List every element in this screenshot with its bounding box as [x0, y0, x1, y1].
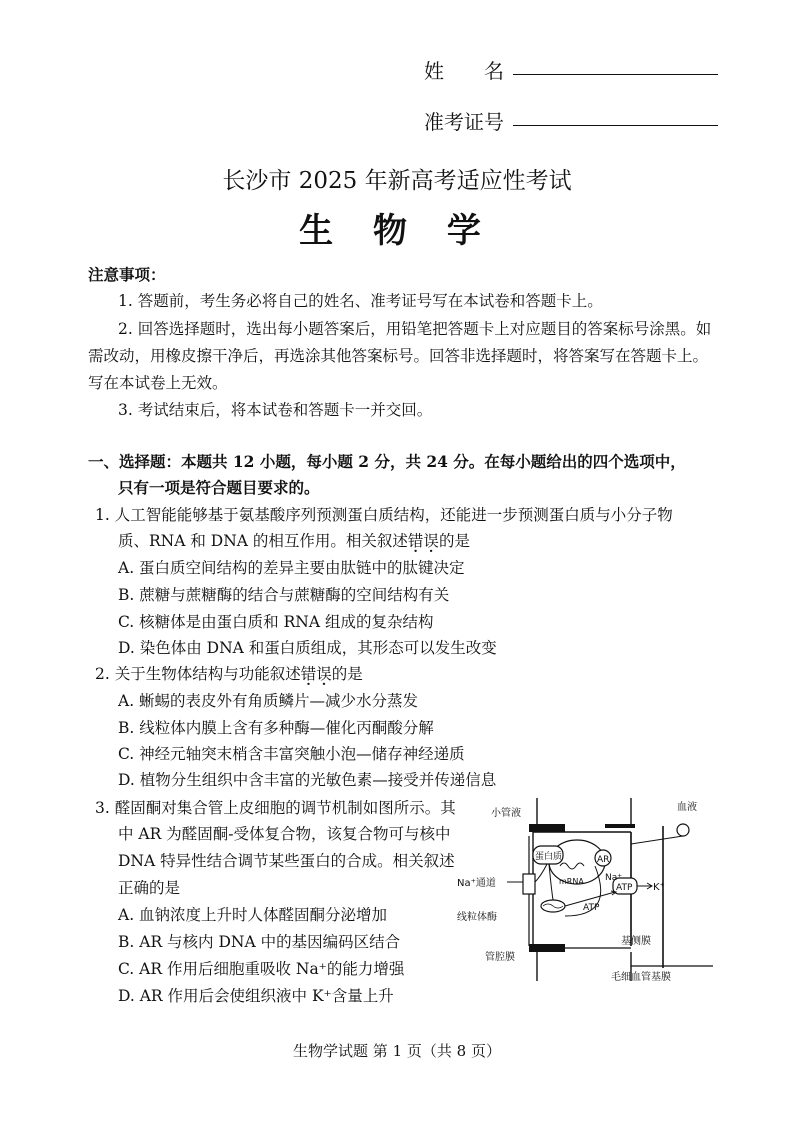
tight-junction-top-right	[605, 824, 635, 828]
label-mito-enzyme: 线粒体酶	[457, 912, 497, 923]
name-field[interactable]	[513, 74, 718, 75]
label-atp-box: ATP	[616, 883, 633, 893]
label-na-channel: Na⁺通道	[457, 878, 496, 889]
tight-junction-top	[529, 824, 565, 832]
label-ar: AR	[597, 855, 610, 865]
q3-stem-line1: 3. 醛固酮对集合管上皮细胞的调节机制如图所示。其	[95, 799, 456, 817]
q2-option-b: B. 线粒体内膜上含有多种酶—催化丙酮酸分解	[118, 719, 434, 737]
q1-stem-line2: 质、RNA 和 DNA 的相互作用。相关叙述错误的是	[118, 532, 470, 550]
name-label: 姓 名	[424, 59, 504, 83]
q2-option-d: D. 植物分生组织中含丰富的光敏色素—接受并传递信息	[118, 771, 497, 789]
q1-stem-line1: 1. 人工智能能够基于氨基酸序列预测蛋白质结构，还能进一步预测蛋白质与小分子物	[95, 506, 673, 524]
note-2-line1: 2. 回答选择题时，选出每小题答案后，用铅笔把答题卡上对应题目的答案标号涂黑。如	[118, 320, 712, 338]
q3-option-c: C. AR 作用后细胞重吸收 Na⁺的能力增强	[118, 960, 405, 978]
page-footer: 生物学试题 第 1 页（共 8 页）	[293, 1042, 501, 1060]
q1-option-b: B. 蔗糖与蔗糖酶的结合与蔗糖酶的空间结构有关	[118, 586, 450, 604]
q3-stem-line2: 中 AR 为醛固酮-受体复合物，该复合物可与核中	[118, 825, 451, 843]
aldosterone-figure	[455, 796, 715, 986]
label-tubule-fluid: 小管液	[491, 808, 521, 819]
label-protein: 蛋白质	[535, 852, 563, 862]
q3-stem-line4: 正确的是	[118, 879, 181, 897]
exam-title: 长沙市 2025 年新高考适应性考试	[222, 168, 572, 194]
section-1-line2: 只有一项是符合题目要求的。	[118, 478, 320, 497]
label-blood: 血液	[677, 802, 697, 813]
q2-stem: 2. 关于生物体结构与功能叙述错误的是	[95, 665, 363, 683]
arrow-protein-to-channel	[535, 864, 547, 882]
label-capillary-membrane: 毛细血管基膜	[611, 972, 671, 983]
mrna-strand	[560, 863, 584, 869]
q1-option-c: C. 核糖体是由蛋白质和 RNA 组成的复杂结构	[118, 613, 434, 631]
tight-junction-bottom	[529, 944, 565, 952]
label-atp: ATP	[583, 903, 600, 913]
q3-option-d: D. AR 作用后会使组织液中 K⁺含量上升	[118, 987, 394, 1005]
id-field[interactable]	[513, 125, 718, 126]
q1-option-a: A. 蛋白质空间结构的差异主要由肽链中的肽键决定	[118, 559, 465, 577]
note-3: 3. 考试结束后，将本试卷和答题卡一并交回。	[118, 401, 433, 419]
q3-option-a: A. 血钠浓度上升时人体醛固酮分泌增加	[118, 906, 388, 924]
label-lumen-membrane: 管腔膜	[485, 952, 515, 963]
id-label: 准考证号	[424, 110, 504, 134]
note-1: 1. 答题前，考生务必将自己的姓名、准考证号写在本试卷和答题卡上。	[118, 292, 603, 310]
q2-option-c: C. 神经元轴突末梢含丰富突触小泡—储存神经递质	[118, 745, 465, 763]
section-1-line1: 一、选择题：本题共 12 小题，每小题 2 分，共 24 分。在每小题给出的四个选项中，	[88, 452, 686, 471]
label-mrna: mRNA	[559, 877, 584, 886]
label-k-ion: K⁺	[653, 882, 665, 893]
note-2-line3: 写在本试卷上无效。	[88, 374, 228, 392]
note-2-line2: 需改动，用橡皮擦干净后，再选涂其他答案标号。回答非选择题时，将答案写在答题卡上。	[88, 347, 709, 365]
q1-option-d: D. 染色体由 DNA 和蛋白质组成，其形态可以发生改变	[118, 639, 497, 657]
q3-option-b: B. AR 与核内 DNA 中的基因编码区结合	[118, 933, 401, 951]
q3-stem-line3: DNA 特异性结合调节某些蛋白的合成。相关叙述	[118, 852, 455, 870]
aldosterone-molecule	[677, 824, 689, 836]
notes-heading: 注意事项：	[88, 265, 166, 284]
label-na-ion: Na⁺	[605, 873, 622, 883]
q2-option-a: A. 蜥蜴的表皮外有角质鳞片—减少水分蒸发	[118, 692, 419, 710]
na-channel	[523, 874, 535, 894]
label-basolateral-membrane: 基侧膜	[621, 936, 651, 947]
subject-title: 生 物 学	[299, 211, 495, 251]
